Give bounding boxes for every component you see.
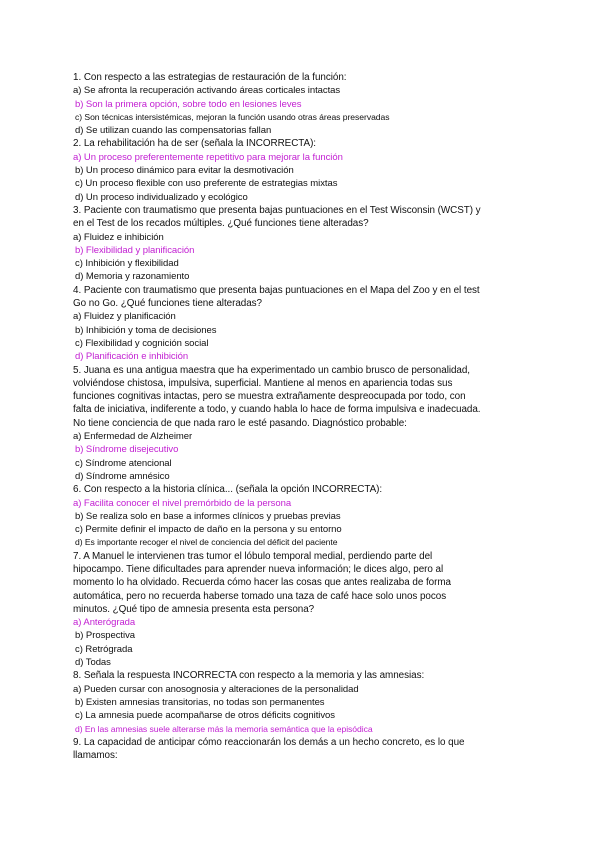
question-text: 3. Paciente con traumatismo que presenta bajas puntuaciones en el Test Wisconsin (WCST) y [73, 204, 481, 216]
answer-option-highlighted: d) Planificación e inhibición [75, 351, 189, 363]
answer-option: c) Flexibilidad y cognición social [75, 337, 209, 349]
answer-option: d) Es importante recoger el nivel de conciencia del déficit del paciente [75, 537, 338, 548]
answer-option: d) Todas [75, 657, 111, 669]
question-block [73, 284, 535, 364]
answer-option: b) Existen amnesias transitorias, no todas son permanentes [75, 696, 325, 708]
answer-option: b) Un proceso dinámico para evitar la desmotivación [75, 165, 294, 177]
answer-option: a) Fluidez e inhibición [73, 231, 164, 243]
question-text: momento lo ha olvidado. Recuerda cómo hacer las cosas que antes realizaba de forma [73, 577, 451, 589]
question-text: 4. Paciente con traumatismo que presenta bajas puntuaciones en el Mapa del Zoo y en el test [73, 284, 480, 296]
answer-option: d) Síndrome amnésico [75, 470, 170, 482]
question-block [73, 137, 535, 203]
answer-option-highlighted: d) En las amnesias suele alterarse más la memoria semántica que la episódica [75, 723, 373, 734]
answer-option: c) Retrógrada [75, 643, 133, 655]
answer-option: b) Inhibición y toma de decisiones [75, 324, 217, 336]
question-text: hipocampo. Tiene dificultades para aprender nueva información; le dices algo, pero al [73, 563, 444, 575]
question-text: volviéndose chistosa, impulsiva, superficial. Mantiene al menos en apariencia todas sus [73, 377, 453, 389]
quiz-content [73, 71, 535, 762]
question-block [73, 736, 535, 763]
answer-option-highlighted: a) Un proceso preferentemente repetitivo para mejorar la función [73, 151, 343, 163]
question-text: en el Test de los recados múltiples. ¿Qué funciones tiene alteradas? [73, 218, 369, 230]
question-text: 7. A Manuel le intervienen tras tumor el lóbulo temporal medial, perdiendo parte del [73, 550, 433, 562]
question-text: 6. Con respecto a la historia clínica... (señala la opción INCORRECTA): [73, 484, 383, 496]
answer-option-highlighted: b) Síndrome disejecutivo [75, 444, 179, 456]
answer-option: c) La amnesia puede acompañarse de otros déficits cognitivos [75, 710, 335, 722]
answer-option: c) Síndrome atencional [75, 457, 172, 469]
answer-option: c) Permite definir el impacto de daño en la persona y su entorno [75, 524, 342, 536]
question-text: No tiene conciencia de que nada raro le esté pasando. Diagnóstico probable: [73, 417, 407, 429]
answer-option: d) Un proceso individualizado y ecológico [75, 191, 248, 203]
answer-option: d) Se utilizan cuando las compensatorias fallan [75, 125, 272, 137]
answer-option-highlighted: b) Son la primera opción, sobre todo en lesiones leves [75, 98, 302, 110]
answer-option: c) Un proceso flexible con uso preferente de estrategias mixtas [75, 178, 338, 190]
answer-option: c) Son técnicas intersistémicas, mejoran la función usando otras áreas preservadas [75, 111, 390, 122]
question-block [73, 71, 535, 137]
answer-option: a) Pueden cursar con anosognosia y alteraciones de la personalidad [73, 683, 359, 695]
answer-option: a) Se afronta la recuperación activando áreas corticales intactas [73, 85, 341, 97]
question-text: 5. Juana es una antigua maestra que ha experimentado un cambio brusco de personalidad, [73, 364, 471, 376]
question-text: 2. La rehabilitación ha de ser (señala la INCORRECTA): [73, 138, 317, 150]
answer-option-highlighted: b) Flexibilidad y planificación [75, 244, 195, 256]
question-block [73, 364, 535, 484]
question-text: llamamos: [73, 750, 118, 762]
question-text: falta de iniciativa, indiferente a todo, y cuando habla lo hace de forma impulsiva e inadecuada. [73, 404, 481, 416]
answer-option: c) Inhibición y flexibilidad [75, 258, 179, 270]
answer-option-highlighted: a) Facilita conocer el nivel premórbido de la persona [73, 497, 292, 509]
question-block [73, 550, 535, 670]
question-text: automática, pero no recuerda haberse tomado una taza de café hace solo unos pocos [73, 590, 447, 602]
question-text: 9. La capacidad de anticipar cómo reaccionarán los demás a un hecho concreto, es lo que [73, 736, 465, 748]
question-block [73, 204, 535, 284]
question-text: Go no Go. ¿Qué funciones tiene alteradas? [73, 298, 262, 310]
answer-option: d) Memoria y razonamiento [75, 271, 190, 283]
question-text: 8. Señala la respuesta INCORRECTA con respecto a la memoria y las amnesias: [73, 670, 425, 682]
answer-option: b) Se realiza solo en base a informes clínicos y pruebas previas [75, 510, 341, 522]
answer-option: a) Enfermedad de Alzheimer [73, 431, 193, 443]
answer-option-highlighted: a) Anterógrada [73, 617, 136, 629]
answer-option: b) Prospectiva [75, 630, 136, 642]
question-text: 1. Con respecto a las estrategias de restauración de la función: [73, 72, 347, 83]
question-text: minutos. ¿Qué tipo de amnesia presenta esta persona? [73, 603, 315, 615]
question-block [73, 483, 535, 549]
question-text: funciones cognitivas intactas, pero se muestra extrañamente despreocupada por todo, con [73, 391, 466, 403]
answer-option: a) Fluidez y planificación [73, 311, 176, 323]
question-block [73, 669, 535, 735]
